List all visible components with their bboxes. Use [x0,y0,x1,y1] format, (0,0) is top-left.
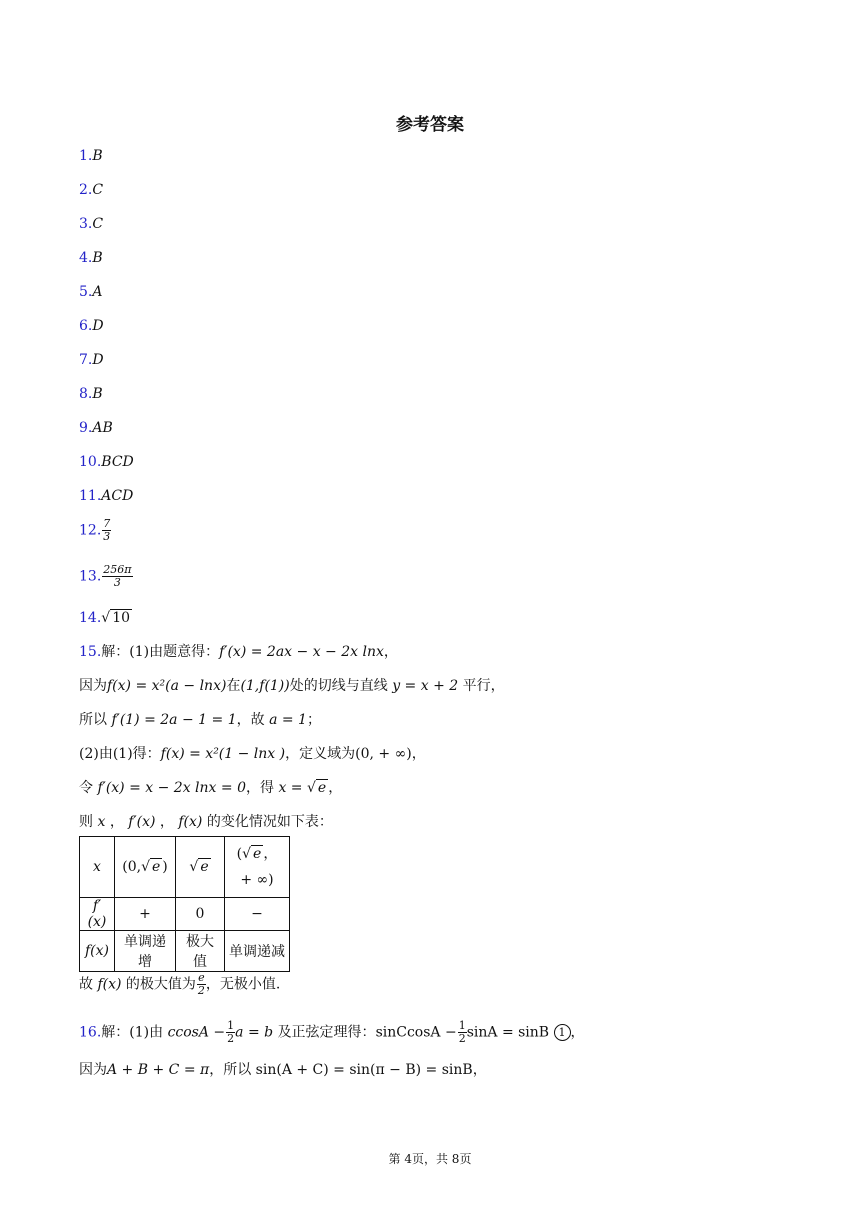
answer-4: 4.B [79,250,103,266]
q16-line-1: 16.解：(1)由 ccosA − $\frac{1}{2}$ a = b 及正弦定理得：sinCcosA − $\frac{1}{2}$ sinA = sinB 1 ， [79,1019,585,1045]
answer-3: 3.C [79,216,104,232]
answer-10: 10.BCD [79,454,134,470]
q15-line-2: 因为f(x) = x²(a − lnx)在(1,f(1))处的切线与直线 y = x + 2 平行， [79,678,505,694]
fraction: $\frac{e}{2}$ [197,971,205,997]
fraction: $\frac{256\pi}{3}$ [103,563,132,589]
answer-7: 7.D [79,352,104,368]
variation-table [79,836,290,972]
q15-line-3: 所以 f′(1) = 2a − 1 = 1，故 a = 1； [79,712,321,728]
table-row: f(x) 单调递增 极大值 单调递减 [80,931,290,972]
q15-line-7: 故 f(x) 的极大值为 $\frac{e}{2}$ ，无极小值. [79,971,281,997]
circled-number: 1 [554,1024,571,1041]
answer-1: 1.B [79,148,103,164]
answer-5: 5.A [79,284,103,300]
page-title: 参考答案 [396,115,464,135]
fraction: $\frac{1}{2}$ [227,1019,235,1045]
table-row: f′(x) + 0 − [80,898,290,931]
table-row: x (0,√ e ) √ e (√ e ， + ∞) [80,837,290,898]
answer-2: 2.C [79,182,104,198]
page-footer: 第 4页，共 8页 [388,1152,472,1166]
q15-line-5: 令 f′(x) = x − 2x lnx = 0，得 x = √ e ， [79,780,343,796]
answer-6: 6.D [79,318,104,334]
answer-8: 8.B [79,386,103,402]
q15-line-4: (2)由(1)得：f(x) = x²(1 − lnx )，定义域为(0, + ∞)， [79,746,426,762]
answer-9: 9.AB [79,420,113,436]
fraction: $\frac{1}{2}$ [458,1019,466,1045]
q15-line-1: 15.解：(1)由题意得：f′(x) = 2ax − x − 2x lnx， [79,644,398,660]
answer-12: 12. $\frac{7}{3}$ [79,517,111,543]
answer-14: 14.√ 10 [79,610,131,626]
answer-13: 13. $\frac{256\pi}{3}$ [79,563,132,589]
q16-line-2: 因为A + B + C = π，所以 sin(A + C) = sin(π − B) = sinB， [79,1062,487,1078]
q15-line-6: 则 x ， f′(x) ， f(x) 的变化情况如下表： [79,814,333,830]
fraction: $\frac{7}{3}$ [103,517,111,543]
answer-11: 11.ACD [79,488,134,504]
